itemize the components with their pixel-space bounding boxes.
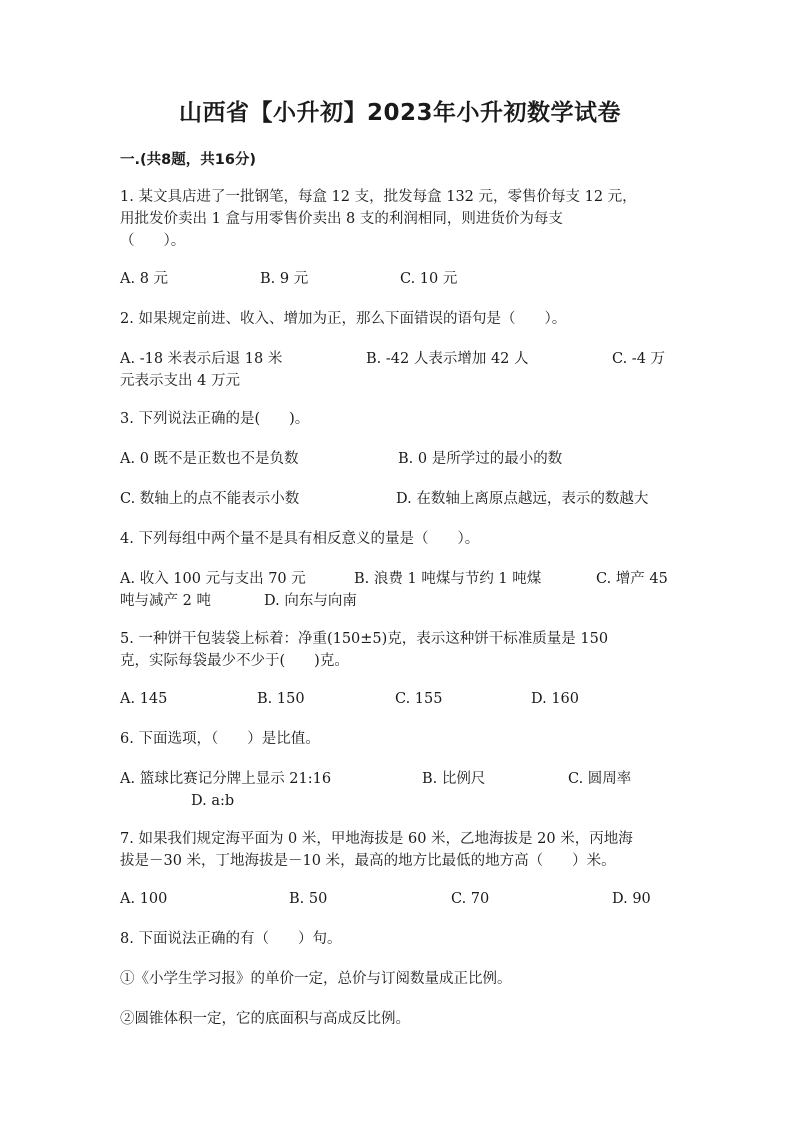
q6-option-c: C. 圆周率	[568, 771, 632, 787]
section-heading: 一.(共8题，共16分)	[120, 152, 257, 168]
q3-option-b: B. 0 是所学过的最小的数	[398, 451, 563, 467]
q7-line-2: 拔是－30 米，丁地海拔是－10 米，最高的地方比最低的地方高（ ）米。	[120, 853, 616, 869]
q2-option-a: A. -18 米表示后退 18 米	[120, 351, 283, 367]
q4-line-1: 4. 下列每组中两个量不是具有相反意义的量是（ ）。	[120, 531, 480, 547]
q7-option-b: B. 50	[289, 891, 328, 907]
q3-line-1: 3. 下列说法正确的是( )。	[120, 411, 310, 427]
q1-line-3: （ ）。	[120, 233, 186, 249]
q5-option-c: C. 155	[395, 691, 443, 707]
q7-option-c: C. 70	[451, 891, 490, 907]
q4-option-b: B. 浪费 1 吨煤与节约 1 吨煤	[354, 571, 542, 587]
q5-option-b: B. 150	[257, 691, 305, 707]
q1-line-1: 1. 某文具店进了一批钢笔，每盒 12 支，批发每盒 132 元，零售价每支 12 元，	[120, 189, 637, 205]
q1-option-a: A. 8 元	[120, 271, 169, 287]
q5-option-a: A. 145	[120, 691, 168, 707]
q1-line-2: 用批发价卖出 1 盒与用零售价卖出 8 支的利润相同，则进货价为每支	[120, 211, 563, 227]
q2-option-b: B. -42 人表示增加 42 人	[366, 351, 529, 367]
q1-option-b: B. 9 元	[260, 271, 309, 287]
q4-option-d: D. 向东与向南	[264, 593, 357, 609]
q8-statement-2: ②圆锥体积一定，它的底面积与高成反比例。	[120, 1011, 410, 1027]
q8-line-1: 8. 下面说法正确的有（ ）句。	[120, 931, 342, 947]
page-title: 山西省【小升初】2023年小升初数学试卷	[178, 100, 621, 126]
q3-option-c: C. 数轴上的点不能表示小数	[120, 491, 300, 507]
q4-option-a: A. 收入 100 元与支出 70 元	[120, 571, 306, 587]
q2-line-1: 2. 如果规定前进、收入、增加为正，那么下面错误的语句是（ ）。	[120, 311, 567, 327]
q2-option-c: C. -4 万	[612, 351, 666, 367]
q3-option-a: A. 0 既不是正数也不是负数	[120, 451, 299, 467]
q6-option-b: B. 比例尺	[422, 771, 486, 787]
q7-option-a: A. 100	[120, 891, 168, 907]
q6-option-d: D. a:b	[191, 793, 235, 809]
q4-option-wrap: 吨与减产 2 吨	[120, 593, 211, 609]
q6-option-a: A. 篮球比赛记分牌上显示 21:16	[120, 771, 332, 787]
q8-statement-1: ①《小学生学习报》的单价一定，总价与订阅数量成正比例。	[120, 971, 512, 987]
q6-line-1: 6. 下面选项，（ ）是比值。	[120, 731, 320, 747]
q2-option-wrap: 元表示支出 4 万元	[120, 373, 240, 389]
q4-option-c: C. 增产 45	[596, 571, 668, 587]
q1-option-c: C. 10 元	[400, 271, 458, 287]
q5-line-1: 5. 一种饼干包装袋上标着：净重(150±5)克，表示这种饼干标准质量是 150	[120, 631, 609, 647]
q7-line-1: 7. 如果我们规定海平面为 0 米，甲地海拔是 60 米，乙地海拔是 20 米，丙地海	[120, 831, 633, 847]
q5-option-d: D. 160	[531, 691, 580, 707]
q7-option-d: D. 90	[612, 891, 651, 907]
q5-line-2: 克，实际每袋最少不少于( )克。	[120, 653, 349, 669]
q3-option-d: D. 在数轴上离原点越远，表示的数越大	[396, 491, 649, 507]
